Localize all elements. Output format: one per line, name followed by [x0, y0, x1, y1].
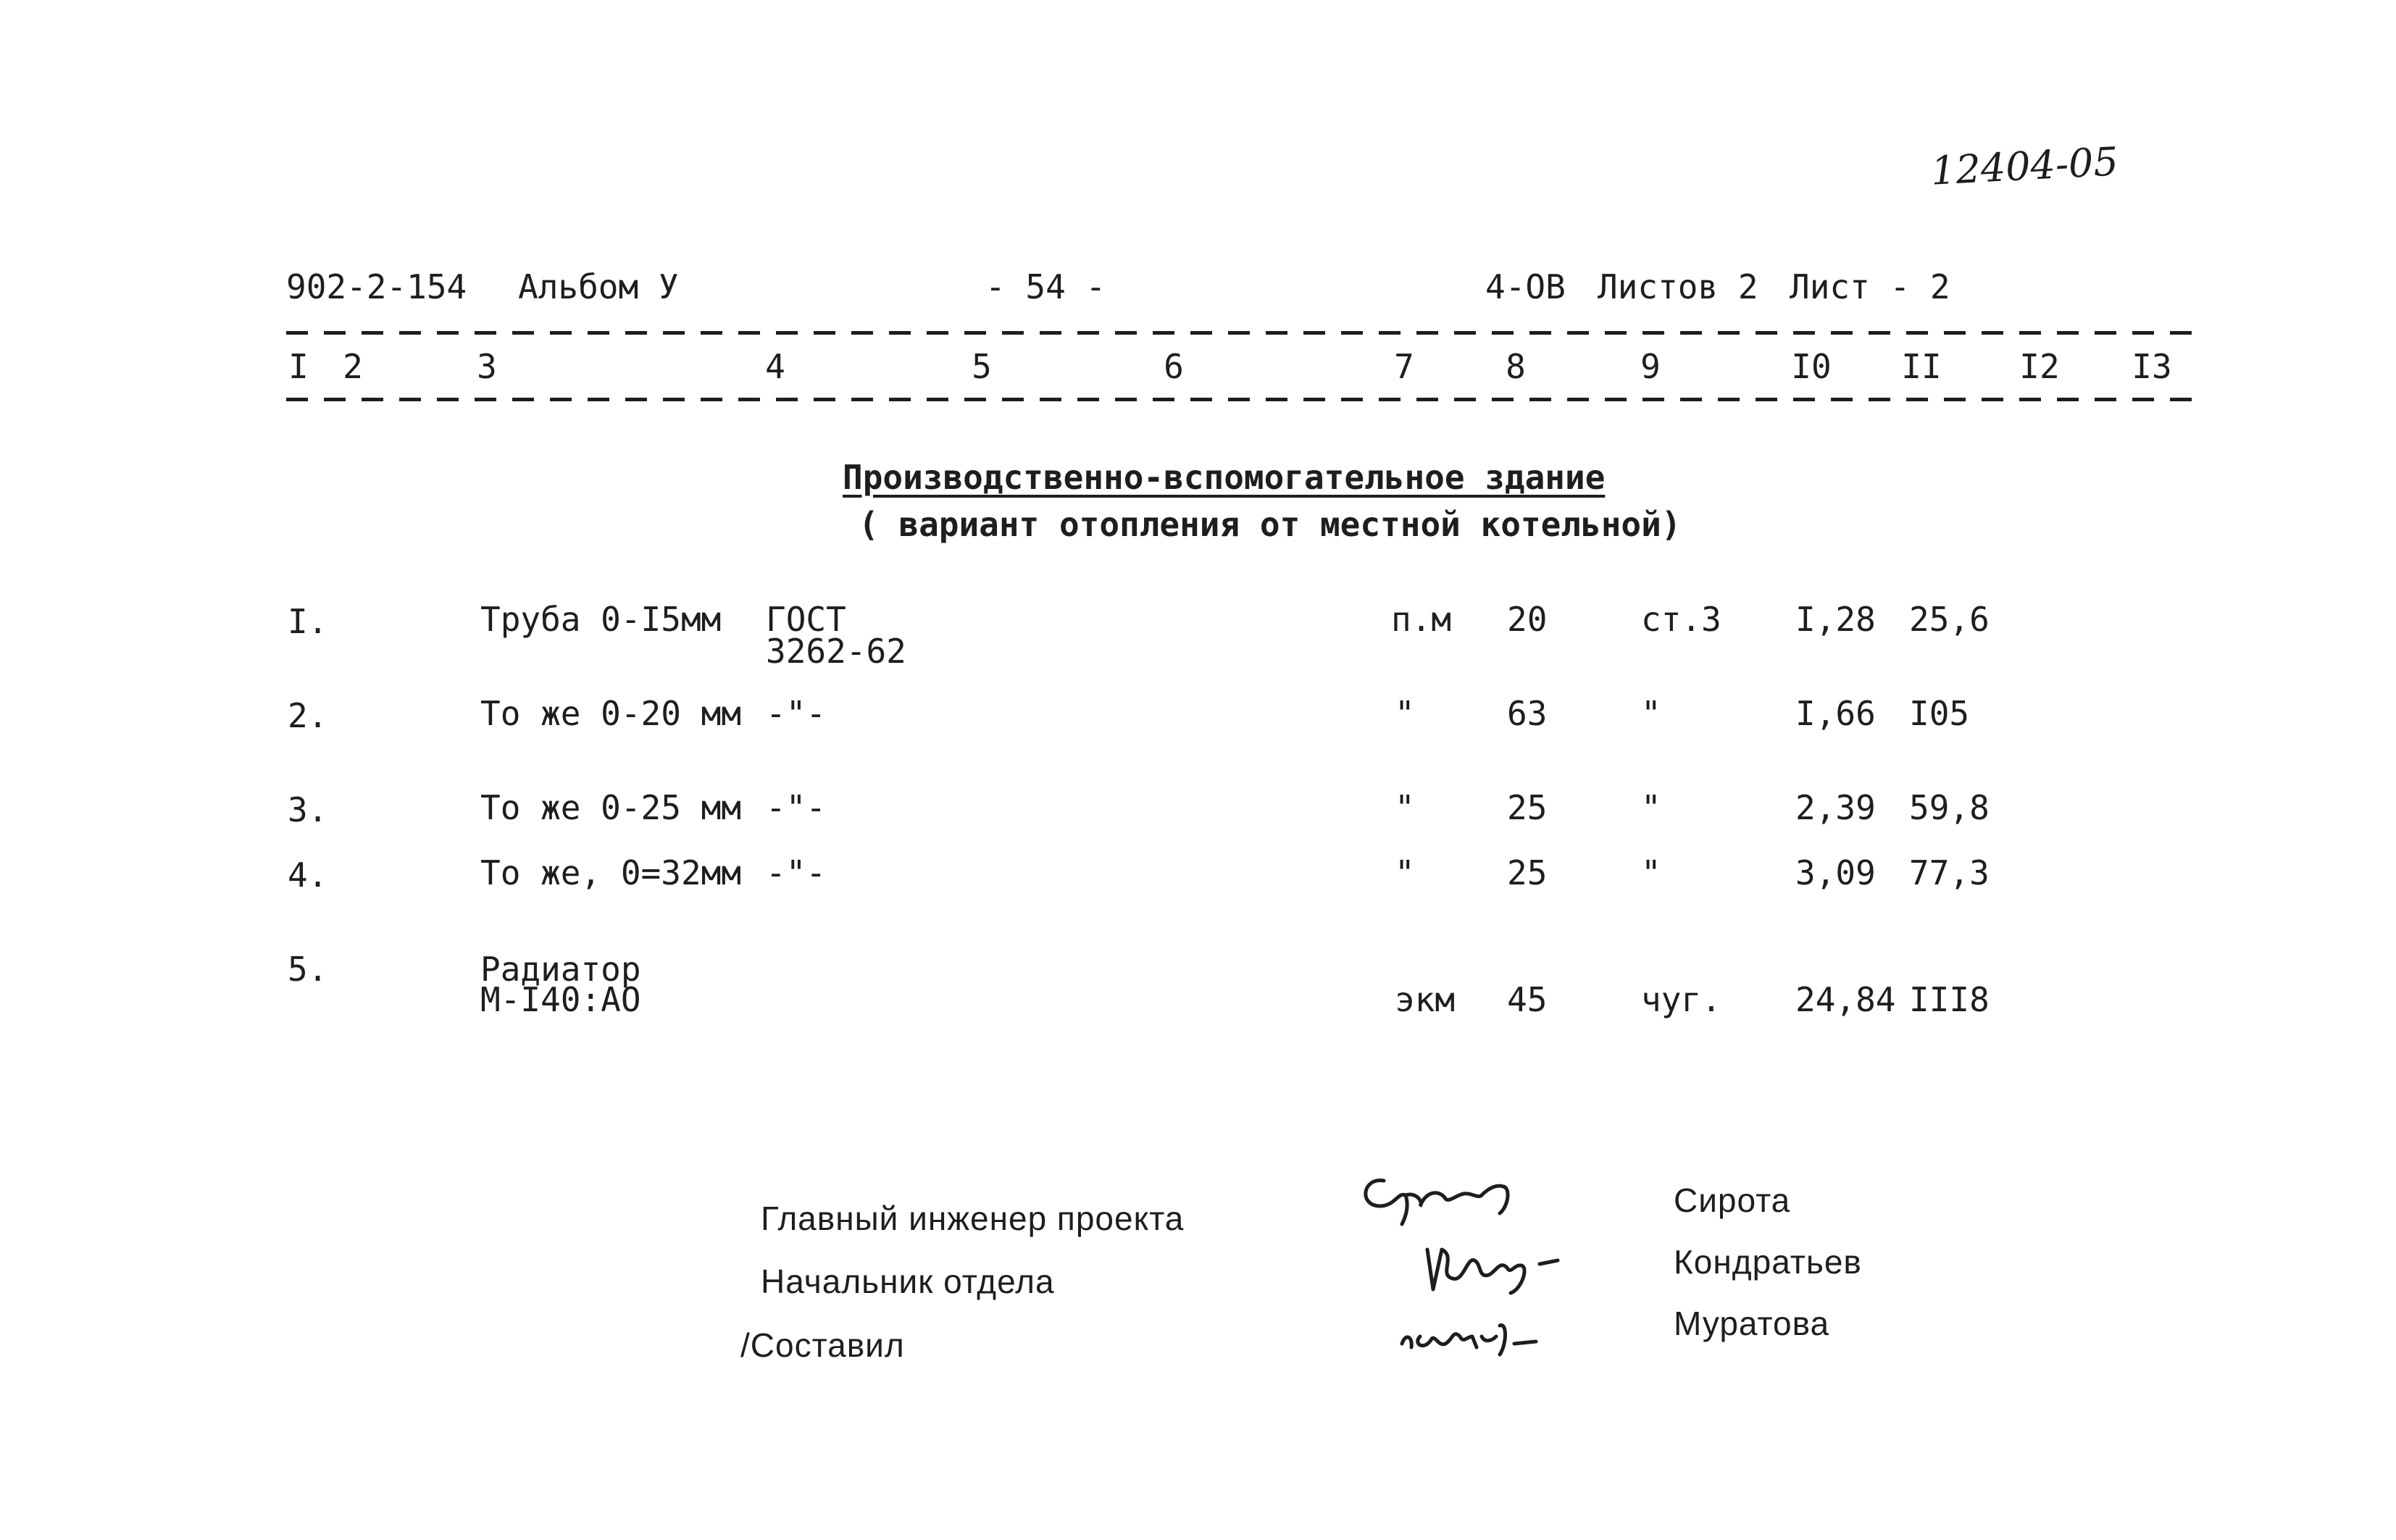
item-material: "	[1641, 694, 1661, 733]
item-name: Труба 0-I5мм	[480, 600, 722, 639]
item-name: То же 0-20 мм	[480, 694, 742, 733]
column-number: 3	[477, 347, 497, 386]
column-number: II	[1901, 347, 1942, 386]
column-number: 8	[1506, 347, 1526, 386]
item-price: 3,09	[1795, 853, 1876, 892]
column-number: 2	[343, 347, 363, 386]
item-name: М-I40:АО	[480, 980, 641, 1019]
item-sum: 77,3	[1909, 853, 1990, 892]
row-number: 4.	[288, 855, 328, 895]
column-number: 7	[1394, 347, 1414, 386]
item-unit: п.м	[1391, 600, 1452, 639]
row-number: 3.	[288, 790, 328, 829]
item-unit: "	[1395, 694, 1415, 733]
item-name: Радиатор	[480, 950, 641, 989]
item-sum: I05	[1909, 694, 1970, 733]
item-price: 24,84	[1795, 980, 1896, 1019]
item-price: 2,39	[1795, 788, 1876, 827]
role-department-head: Начальник отдела	[761, 1263, 1055, 1300]
signature-compiler	[1391, 1304, 1565, 1369]
page-number: - 54 -	[985, 267, 1106, 306]
document-subtitle: ( вариант отопления от местной котельной)	[859, 505, 1682, 544]
document-title: Производственно-вспомогательное здание	[843, 458, 1606, 497]
role-chief-engineer: Главный инженер проекта	[761, 1200, 1185, 1237]
section-code: 4-ОВ	[1485, 267, 1566, 306]
item-quantity: 63	[1507, 694, 1548, 733]
column-number: 4	[765, 347, 785, 386]
item-name: То же, 0=32мм	[480, 853, 742, 892]
name-sirota: Сирота	[1674, 1181, 1791, 1219]
item-price: I,28	[1795, 600, 1876, 639]
row-number: 5.	[288, 950, 328, 989]
name-kondratiev: Кондратьев	[1674, 1243, 1862, 1281]
column-number: 5	[972, 347, 992, 386]
item-quantity: 25	[1507, 788, 1548, 827]
item-price: I,66	[1795, 694, 1876, 733]
item-quantity: 25	[1507, 853, 1548, 892]
item-standard: -"-	[766, 788, 827, 827]
item-standard: 3262-62	[766, 632, 906, 671]
column-number: I0	[1791, 347, 1832, 386]
bottom-dashed-divider	[286, 398, 2199, 401]
item-material: "	[1641, 788, 1661, 827]
name-muratova: Муратова	[1674, 1305, 1830, 1342]
item-sum: III8	[1909, 980, 1990, 1019]
item-standard: ГОСТ	[766, 600, 846, 639]
row-number: 2.	[288, 696, 328, 735]
item-quantity: 20	[1507, 600, 1548, 639]
album-label: Альбом У	[518, 267, 679, 306]
sheet-number: Лист - 2	[1790, 267, 1950, 306]
row-number: I.	[288, 602, 328, 641]
project-code: 902-2-154	[286, 267, 467, 306]
column-number: 9	[1640, 347, 1661, 386]
item-unit: "	[1395, 788, 1415, 827]
signature-department-head	[1420, 1235, 1579, 1300]
column-number: I3	[2132, 347, 2172, 386]
item-material: "	[1641, 853, 1661, 892]
item-sum: 59,8	[1909, 788, 1990, 827]
item-standard: -"-	[766, 694, 827, 733]
item-material: чуг.	[1641, 980, 1721, 1019]
item-material: ст.3	[1641, 600, 1721, 639]
sheets-total: Листов 2	[1598, 267, 1758, 306]
item-standard: -"-	[766, 853, 827, 892]
role-compiled-by: /Составил	[740, 1326, 905, 1364]
item-unit: "	[1395, 853, 1415, 892]
column-number: 6	[1164, 347, 1184, 386]
top-dashed-divider	[286, 331, 2199, 335]
item-unit: экм	[1395, 980, 1456, 1019]
column-number: I2	[2019, 347, 2060, 386]
item-sum: 25,6	[1909, 600, 1990, 639]
signature-chief-engineer	[1355, 1166, 1529, 1231]
archive-number: 12404-05	[1929, 138, 2120, 194]
item-name: То же 0-25 мм	[480, 788, 742, 827]
column-number: I	[288, 347, 309, 386]
item-quantity: 45	[1507, 980, 1548, 1019]
